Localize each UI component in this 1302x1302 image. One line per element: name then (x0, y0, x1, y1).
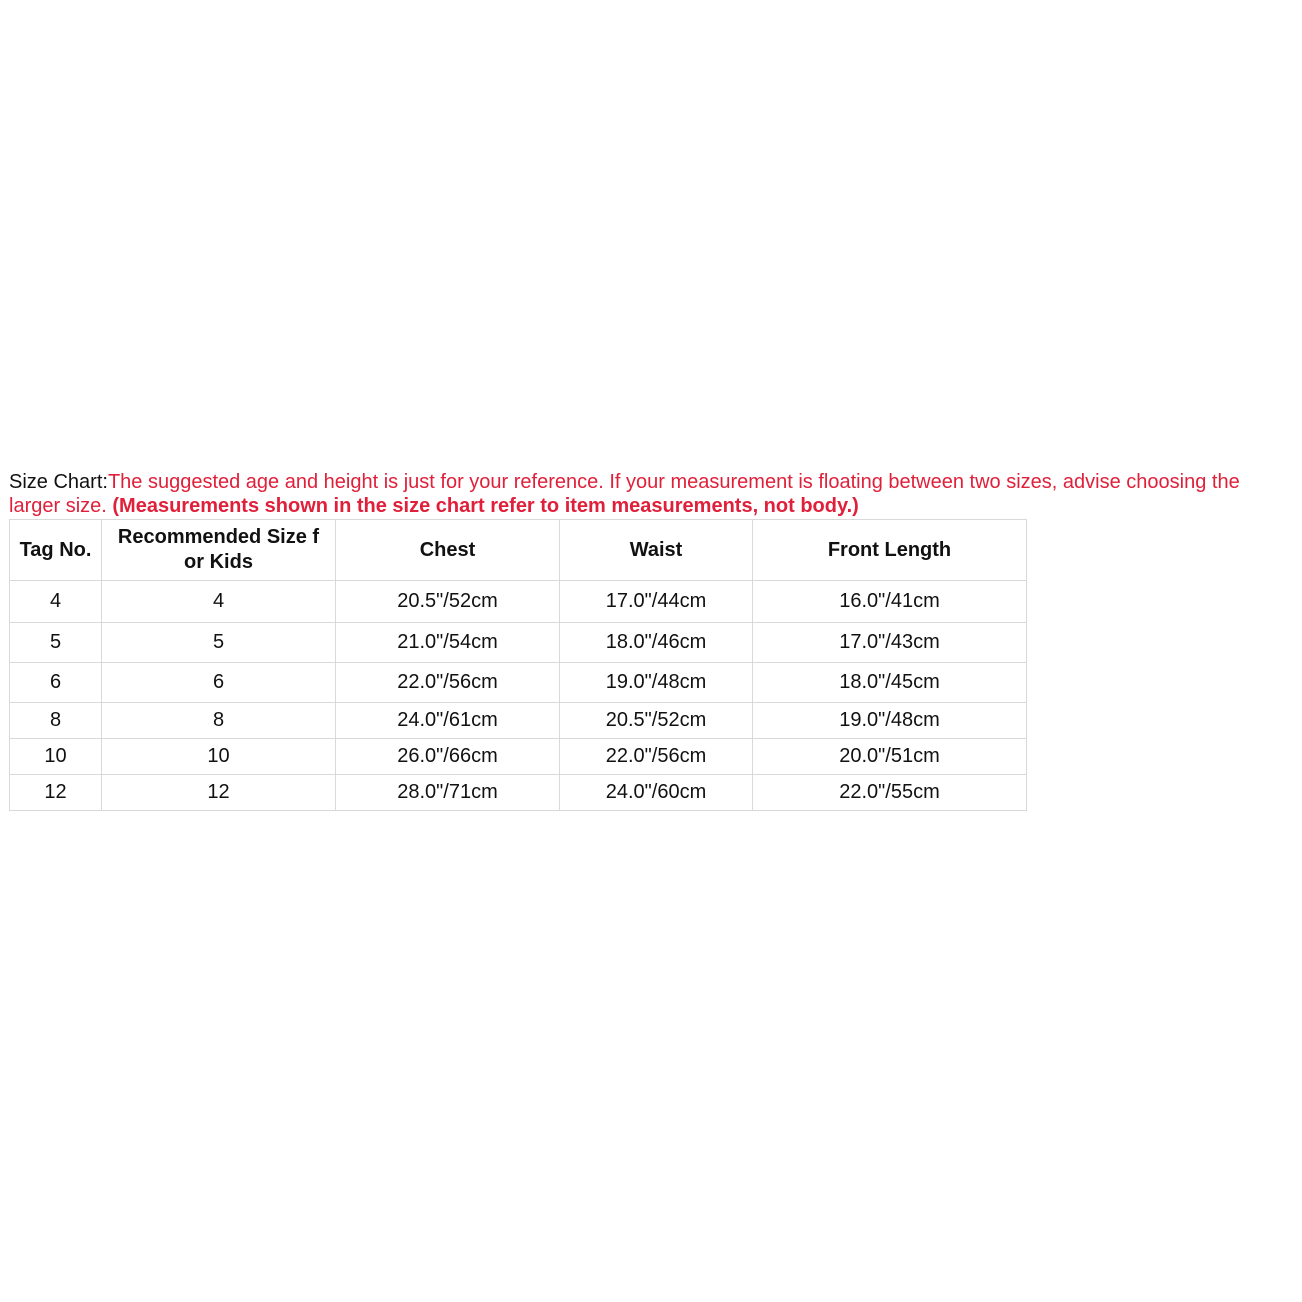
cell-front-length: 22.0"/55cm (753, 775, 1027, 811)
cell-tag-no: 12 (10, 775, 102, 811)
cell-chest: 24.0"/61cm (336, 703, 560, 739)
table-row (10, 581, 1027, 623)
table-row (10, 739, 1027, 775)
cell-front-length: 16.0"/41cm (753, 581, 1027, 623)
cell-waist: 20.5"/52cm (560, 703, 753, 739)
table-row (10, 623, 1027, 663)
cell-tag-no: 6 (10, 663, 102, 703)
cell-chest: 28.0"/71cm (336, 775, 560, 811)
cell-front-length: 19.0"/48cm (753, 703, 1027, 739)
cell-tag-no: 5 (10, 623, 102, 663)
header-recommended-size: Recommended Size f or Kids (102, 520, 336, 581)
size-table (9, 519, 1027, 811)
cell-waist: 17.0"/44cm (560, 581, 753, 623)
cell-waist: 18.0"/46cm (560, 623, 753, 663)
cell-tag-no: 4 (10, 581, 102, 623)
table-row (10, 663, 1027, 703)
cell-waist: 22.0"/56cm (560, 739, 753, 775)
measurement-note: (Measurements shown in the size chart refer to item measurements, not body.) (112, 495, 859, 517)
cell-waist: 19.0"/48cm (560, 663, 753, 703)
cell-recommended-size: 12 (102, 775, 336, 811)
size-chart-label: Size Chart: (9, 471, 108, 493)
cell-chest: 20.5"/52cm (336, 581, 560, 623)
table-header-row (10, 520, 1027, 581)
size-chart-intro (9, 470, 1284, 518)
cell-chest: 21.0"/54cm (336, 623, 560, 663)
cell-front-length: 18.0"/45cm (753, 663, 1027, 703)
cell-front-length: 20.0"/51cm (753, 739, 1027, 775)
header-waist: Waist (560, 520, 753, 581)
cell-waist: 24.0"/60cm (560, 775, 753, 811)
cell-front-length: 17.0"/43cm (753, 623, 1027, 663)
cell-chest: 22.0"/56cm (336, 663, 560, 703)
cell-recommended-size: 4 (102, 581, 336, 623)
cell-recommended-size: 6 (102, 663, 336, 703)
table-row (10, 703, 1027, 739)
cell-tag-no: 8 (10, 703, 102, 739)
reference-note: The suggested age and height is just for your reference. If your measurement is floating between two sizes, advise choosing the larger size. (9, 471, 1240, 517)
cell-tag-no: 10 (10, 739, 102, 775)
cell-recommended-size: 5 (102, 623, 336, 663)
header-front-length: Front Length (753, 520, 1027, 581)
cell-recommended-size: 8 (102, 703, 336, 739)
cell-recommended-size: 10 (102, 739, 336, 775)
cell-chest: 26.0"/66cm (336, 739, 560, 775)
header-tag-no: Tag No. (10, 520, 102, 581)
table-row (10, 775, 1027, 811)
header-chest: Chest (336, 520, 560, 581)
